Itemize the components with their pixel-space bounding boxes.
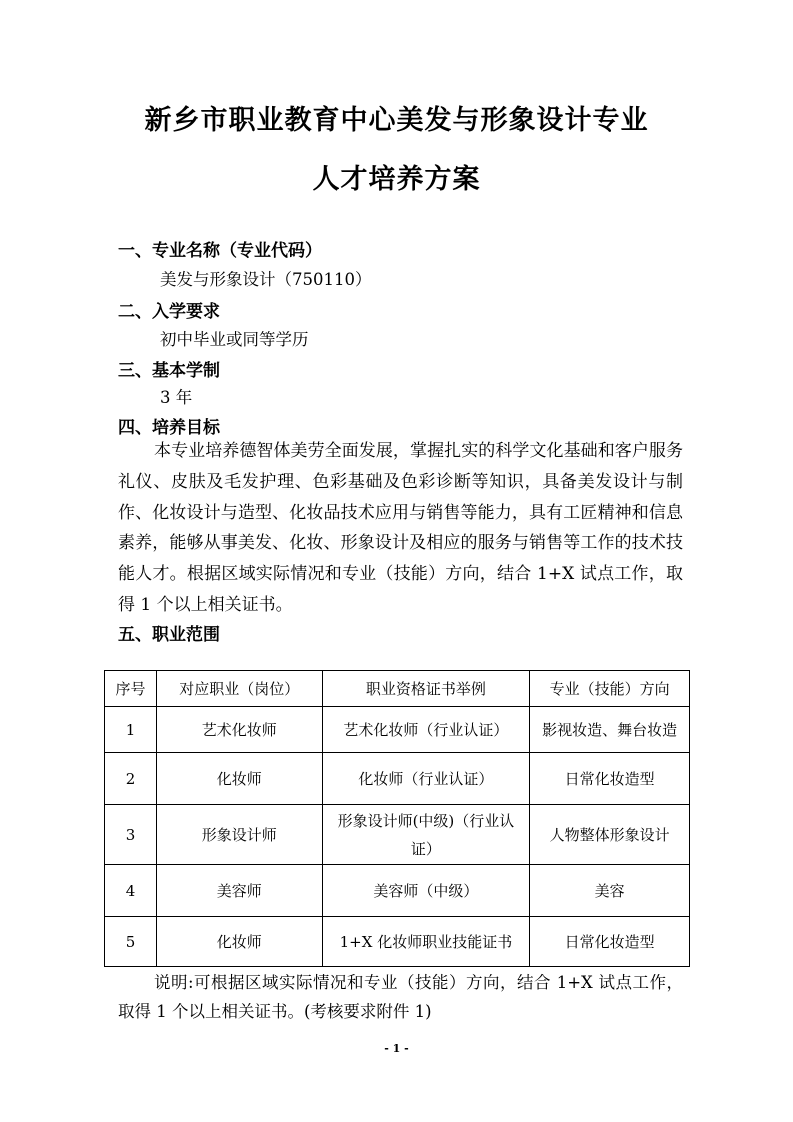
section-content-admission: 初中毕业或同等学历 (160, 330, 309, 349)
document-title-line-1: 新乡市职业教育中心美发与形象设计专业 (144, 105, 649, 136)
table-row (105, 707, 690, 753)
table-row (105, 917, 690, 967)
section-heading-major-name: 一、专业名称（专业代码） (118, 241, 322, 261)
table-row (105, 753, 690, 805)
table-header-row (105, 671, 690, 707)
table-cell-certificate: 艺术化妆师（行业认证） (322, 707, 530, 753)
table-cell-certificate: 美容师（中级） (322, 865, 530, 917)
document-title-line-2: 人才培养方案 (312, 164, 481, 195)
table-header-cell: 对应职业（岗位） (156, 671, 322, 707)
section-heading-training-goal: 四、培养目标 (118, 418, 220, 438)
table-cell-direction: 影视妆造、舞台妆造 (530, 707, 690, 753)
section-heading-admission: 二、入学要求 (118, 302, 220, 322)
table-row (105, 865, 690, 917)
table-header-cell: 专业（技能）方向 (530, 671, 690, 707)
table-cell-direction: 日常化妆造型 (530, 917, 690, 967)
table-cell-index: 4 (105, 865, 157, 917)
table-cell-occupation: 化妆师 (156, 753, 322, 805)
career-scope-table (104, 670, 690, 967)
table-note: 说明:可根据区域实际情况和专业（技能）方向，结合 1+X 试点工作，取得 1 个以上相关证书。(考核要求附件 1) (118, 973, 683, 1021)
table-cell-occupation: 化妆师 (156, 917, 322, 967)
table-cell-direction: 日常化妆造型 (530, 753, 690, 805)
table-cell-certificate: 1+X 化妆师职业技能证书 (322, 917, 530, 967)
table-cell-index: 3 (105, 805, 157, 865)
table-header-cell: 序号 (105, 671, 157, 707)
table-cell-index: 5 (105, 917, 157, 967)
table-cell-index: 2 (105, 753, 157, 805)
table-row (105, 805, 690, 865)
section-content-major-name: 美发与形象设计（750110） (160, 270, 372, 289)
table-cell-certificate: 形象设计师(中级)（行业认证） (322, 805, 530, 865)
section-heading-career-scope: 五、职业范围 (118, 625, 220, 645)
table-cell-occupation: 形象设计师 (156, 805, 322, 865)
section-heading-duration: 三、基本学制 (118, 361, 220, 381)
table-cell-occupation: 美容师 (156, 865, 322, 917)
table-cell-certificate: 化妆师（行业认证） (322, 753, 530, 805)
section-content-duration: 3 年 (160, 388, 193, 407)
table-header-cell: 职业资格证书举例 (322, 671, 530, 707)
table-cell-direction: 美容 (530, 865, 690, 917)
section-content-training-goal: 本专业培养德智体美劳全面发展，掌握扎实的科学文化基础和客户服务礼仪、皮肤及毛发护理、色彩基础及色彩诊断等知识，具备美发设计与制作、化妆设计与造型、化妆品技术应用与销售等能力，具有工匠精神和信息素养，能够从事美发、化妆、形象设计及相应的服务与销售等工作的技术技能人才。根据区域实际情况和专业（技能）方向，结合 1+X 试点工作，取得 1 个以上相关证书。 (118, 441, 683, 615)
page-number: - 1 - (384, 1042, 409, 1055)
table-cell-occupation: 艺术化妆师 (156, 707, 322, 753)
table-cell-index: 1 (105, 707, 157, 753)
table-cell-direction: 人物整体形象设计 (530, 805, 690, 865)
